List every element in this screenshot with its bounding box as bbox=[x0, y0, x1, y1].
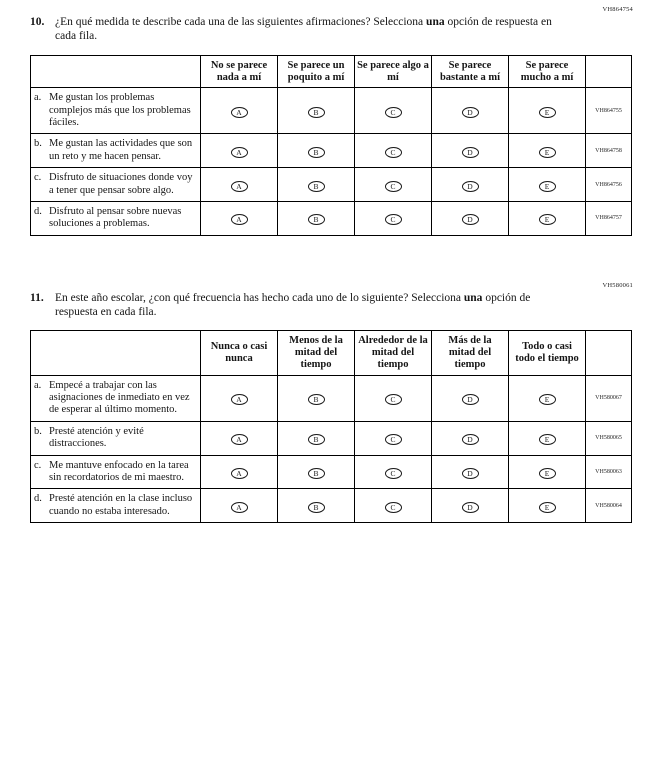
question-11-response-table bbox=[30, 330, 632, 523]
answer-bubble-d[interactable]: D bbox=[462, 147, 479, 158]
row-letter: c. bbox=[34, 172, 42, 184]
question-11-text bbox=[55, 291, 560, 320]
row-code: VH864755 bbox=[586, 88, 632, 134]
column-header: No se parece nada a mí bbox=[201, 55, 278, 88]
prompt-text-after: opción de respuesta en cada fila. bbox=[55, 291, 531, 318]
row-text: Me mantuve enfocado en la tarea sin recordatorios de mi maestro. bbox=[49, 459, 189, 483]
row-text: Presté atención y evité distracciones. bbox=[49, 425, 144, 450]
answer-bubble-d[interactable]: D bbox=[462, 107, 479, 118]
column-header: Menos de la mitad del tiempo bbox=[278, 331, 355, 375]
answer-cell bbox=[432, 455, 509, 489]
answer-bubble-e[interactable]: E bbox=[539, 147, 556, 158]
answer-cell bbox=[201, 88, 278, 134]
question-11-number: 11. bbox=[30, 291, 44, 304]
row-letter: a. bbox=[34, 92, 42, 104]
answer-cell bbox=[432, 201, 509, 235]
row-code: VH864757 bbox=[586, 201, 632, 235]
answer-bubble-b[interactable]: B bbox=[308, 181, 325, 192]
answer-cell bbox=[355, 455, 432, 489]
answer-bubble-a[interactable]: A bbox=[231, 502, 248, 513]
row-code: VH864756 bbox=[586, 168, 632, 202]
question-10-number: 10. bbox=[30, 16, 45, 28]
answer-cell bbox=[278, 489, 355, 523]
answer-cell bbox=[278, 421, 355, 455]
row-letter: a. bbox=[34, 379, 42, 391]
column-header: Alrededor de la mitad del tiempo bbox=[355, 331, 432, 375]
answer-bubble-e[interactable]: E bbox=[539, 107, 556, 118]
table-row bbox=[31, 375, 632, 421]
answer-cell bbox=[355, 489, 432, 523]
answer-cell bbox=[201, 168, 278, 202]
row-stem bbox=[31, 489, 201, 523]
row-stem bbox=[31, 168, 201, 202]
answer-bubble-d[interactable]: D bbox=[462, 394, 479, 405]
answer-bubble-a[interactable]: A bbox=[231, 147, 248, 158]
answer-bubble-c[interactable]: C bbox=[385, 181, 402, 192]
question-11-prompt bbox=[30, 291, 635, 320]
answer-cell bbox=[432, 88, 509, 134]
column-header: Todo o casi todo el tiempo bbox=[509, 331, 586, 375]
answer-bubble-b[interactable]: B bbox=[308, 394, 325, 405]
table-row bbox=[31, 421, 632, 455]
row-text: Disfruto al pensar sobre nuevas soluciones a problemas. bbox=[49, 205, 182, 230]
answer-cell bbox=[201, 489, 278, 523]
answer-cell bbox=[509, 88, 586, 134]
answer-bubble-e[interactable]: E bbox=[539, 181, 556, 192]
answer-cell bbox=[509, 375, 586, 421]
row-text: Disfruto de situaciones donde voy a tener que pensar sobre algo. bbox=[49, 172, 193, 196]
answer-cell bbox=[355, 375, 432, 421]
row-letter: c. bbox=[34, 459, 42, 471]
column-header: Más de la mitad del tiempo bbox=[432, 331, 509, 375]
answer-cell bbox=[355, 168, 432, 202]
row-text: Me gustan los problemas complejos más que los problemas fáciles. bbox=[49, 92, 191, 128]
answer-bubble-d[interactable]: D bbox=[462, 434, 479, 445]
row-stem bbox=[31, 455, 201, 489]
row-letter: d. bbox=[34, 493, 42, 505]
answer-bubble-b[interactable]: B bbox=[308, 147, 325, 158]
column-header: Se parece mucho a mí bbox=[509, 55, 586, 88]
answer-bubble-a[interactable]: A bbox=[231, 434, 248, 445]
row-code: VH864758 bbox=[586, 134, 632, 168]
empty-corner-cell bbox=[31, 331, 201, 375]
header-row bbox=[31, 55, 632, 88]
answer-bubble-c[interactable]: C bbox=[385, 147, 402, 158]
question-10-section bbox=[30, 6, 635, 236]
answer-bubble-e[interactable]: E bbox=[539, 502, 556, 513]
answer-bubble-b[interactable]: B bbox=[308, 502, 325, 513]
question-11-section bbox=[30, 282, 635, 523]
table-row bbox=[31, 168, 632, 202]
table-row bbox=[31, 455, 632, 489]
prompt-text-after: opción de respuesta en cada fila. bbox=[55, 16, 552, 43]
answer-bubble-e[interactable]: E bbox=[539, 394, 556, 405]
row-stem bbox=[31, 201, 201, 235]
row-letter: b. bbox=[34, 138, 42, 150]
answer-bubble-b[interactable]: B bbox=[308, 107, 325, 118]
answer-bubble-b[interactable]: B bbox=[308, 468, 325, 479]
answer-cell bbox=[278, 201, 355, 235]
answer-cell bbox=[432, 489, 509, 523]
answer-bubble-c[interactable]: C bbox=[385, 394, 402, 405]
answer-cell bbox=[201, 455, 278, 489]
answer-cell bbox=[355, 421, 432, 455]
answer-cell bbox=[509, 455, 586, 489]
answer-bubble-c[interactable]: C bbox=[385, 434, 402, 445]
row-code: VH580064 bbox=[586, 489, 632, 523]
answer-cell bbox=[278, 134, 355, 168]
answer-cell bbox=[355, 88, 432, 134]
prompt-text-before: ¿En qué medida te describe cada una de las siguientes afirmaciones? Selecciona bbox=[55, 16, 427, 28]
answer-bubble-d[interactable]: D bbox=[462, 214, 479, 225]
row-text: Me gustan las actividades que son un reto y me hacen pensar. bbox=[49, 138, 193, 162]
answer-bubble-e[interactable]: E bbox=[539, 468, 556, 479]
answer-bubble-a[interactable]: A bbox=[231, 214, 248, 225]
row-code: VH580063 bbox=[586, 455, 632, 489]
question-11-accession-code: VH580061 bbox=[602, 281, 633, 289]
answer-cell bbox=[509, 489, 586, 523]
prompt-text-bold: una bbox=[463, 291, 483, 304]
table-row bbox=[31, 88, 632, 134]
answer-bubble-c[interactable]: C bbox=[385, 107, 402, 118]
row-stem bbox=[31, 421, 201, 455]
row-letter: d. bbox=[34, 205, 42, 217]
answer-bubble-a[interactable]: A bbox=[231, 468, 248, 479]
answer-bubble-d[interactable]: D bbox=[462, 502, 479, 513]
empty-code-header-cell bbox=[586, 331, 632, 375]
question-10-text bbox=[55, 15, 560, 44]
answer-cell bbox=[278, 88, 355, 134]
answer-bubble-a[interactable]: A bbox=[231, 181, 248, 192]
answer-bubble-d[interactable]: D bbox=[462, 468, 479, 479]
answer-cell bbox=[355, 201, 432, 235]
table-row bbox=[31, 134, 632, 168]
question-10-prompt bbox=[30, 15, 635, 44]
answer-cell bbox=[432, 134, 509, 168]
column-header: Se parece algo a mí bbox=[355, 55, 432, 88]
prompt-text-before: En este año escolar, ¿con qué frecuencia has hecho cada uno de lo siguiente? Selecciona bbox=[55, 291, 464, 304]
answer-cell bbox=[278, 168, 355, 202]
answer-bubble-e[interactable]: E bbox=[539, 434, 556, 445]
answer-bubble-b[interactable]: B bbox=[308, 214, 325, 225]
row-stem bbox=[31, 134, 201, 168]
row-stem bbox=[31, 375, 201, 421]
row-letter: b. bbox=[34, 425, 42, 437]
answer-cell bbox=[509, 168, 586, 202]
row-text: Presté atención en la clase incluso cuando no estaba interesado. bbox=[49, 493, 193, 517]
answer-cell bbox=[432, 375, 509, 421]
answer-bubble-d[interactable]: D bbox=[462, 181, 479, 192]
prompt-text-bold: una bbox=[426, 16, 445, 28]
row-code: VH580067 bbox=[586, 375, 632, 421]
answer-cell bbox=[509, 134, 586, 168]
empty-corner-cell bbox=[31, 55, 201, 88]
answer-cell bbox=[432, 168, 509, 202]
answer-cell bbox=[355, 134, 432, 168]
answer-bubble-b[interactable]: B bbox=[308, 434, 325, 445]
answer-cell bbox=[201, 421, 278, 455]
column-header: Se parece bastante a mí bbox=[432, 55, 509, 88]
answer-cell bbox=[278, 455, 355, 489]
answer-bubble-c[interactable]: C bbox=[385, 468, 402, 479]
column-header: Se parece un poquito a mí bbox=[278, 55, 355, 88]
answer-bubble-a[interactable]: A bbox=[231, 394, 248, 405]
table-row bbox=[31, 201, 632, 235]
answer-bubble-a[interactable]: A bbox=[231, 107, 248, 118]
row-stem bbox=[31, 88, 201, 134]
answer-bubble-c[interactable]: C bbox=[385, 502, 402, 513]
answer-cell bbox=[278, 375, 355, 421]
answer-bubble-e[interactable]: E bbox=[539, 214, 556, 225]
row-text: Empecé a trabajar con las asignaciones de inmediato en vez de esperar al último momento. bbox=[49, 379, 190, 416]
answer-bubble-c[interactable]: C bbox=[385, 214, 402, 225]
column-header: Nunca o casi nunca bbox=[201, 331, 278, 375]
answer-cell bbox=[201, 201, 278, 235]
question-10-response-table bbox=[30, 55, 632, 236]
empty-code-header-cell bbox=[586, 55, 632, 88]
answer-cell bbox=[201, 375, 278, 421]
question-10-accession-code: VH864754 bbox=[602, 6, 633, 13]
table-row bbox=[31, 489, 632, 523]
answer-cell bbox=[432, 421, 509, 455]
row-code: VH580065 bbox=[586, 421, 632, 455]
answer-cell bbox=[201, 134, 278, 168]
answer-cell bbox=[509, 421, 586, 455]
answer-cell bbox=[509, 201, 586, 235]
header-row bbox=[31, 331, 632, 375]
